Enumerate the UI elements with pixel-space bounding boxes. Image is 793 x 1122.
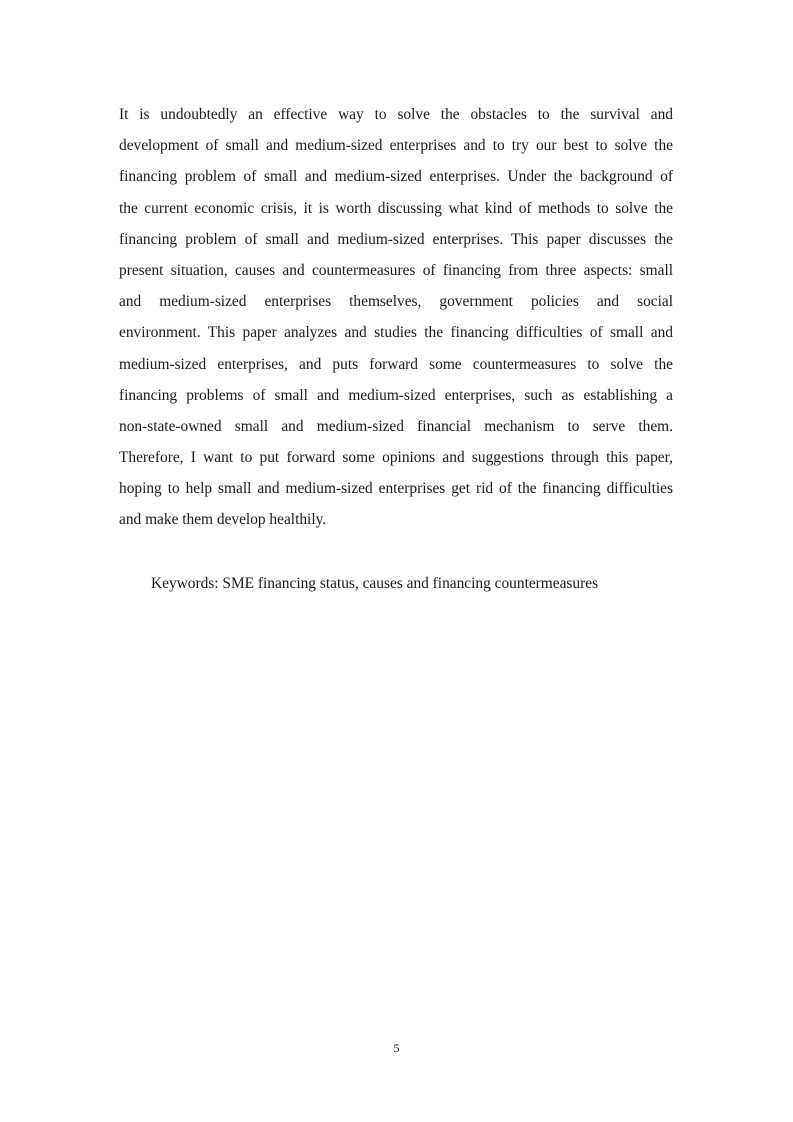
paragraph-line: environment. This paper analyzes and studies the financing difficulties of small and [119, 324, 673, 342]
paragraph-line: development of small and medium-sized enterprises and to try our best to solve the [119, 137, 673, 155]
paragraph-line: Therefore, I want to put forward some opinions and suggestions through this paper, [119, 449, 673, 467]
paragraph-line: and make them develop healthily. [119, 511, 327, 529]
keywords-line: Keywords: SME financing status, causes and financing countermeasures [151, 575, 599, 592]
paragraph-line: present situation, causes and countermeasures of financing from three aspects: small [119, 261, 673, 279]
abstract-paragraph [119, 99, 673, 536]
page-number: 5 [393, 1041, 400, 1055]
paragraph-line: financing problem of small and medium-sized enterprises. This paper discusses the [119, 230, 673, 248]
paragraph-line: financing problems of small and medium-sized enterprises, such as establishing a [119, 386, 673, 404]
paragraph-line: It is undoubtedly an effective way to solve the obstacles to the survival and [119, 106, 673, 123]
paragraph-line: hoping to help small and medium-sized enterprises get rid of the financing difficulties [119, 480, 673, 498]
paragraph-line: and medium-sized enterprises themselves, government policies and social [119, 293, 673, 311]
paragraph-line: the current economic crisis, it is worth discussing what kind of methods to solve the [119, 199, 673, 217]
paragraph-line: medium-sized enterprises, and puts forward some countermeasures to solve the [119, 355, 673, 373]
paragraph-line: financing problem of small and medium-sized enterprises. Under the background of [119, 168, 673, 186]
paragraph-line: non-state-owned small and medium-sized financial mechanism to serve them. [119, 417, 673, 435]
